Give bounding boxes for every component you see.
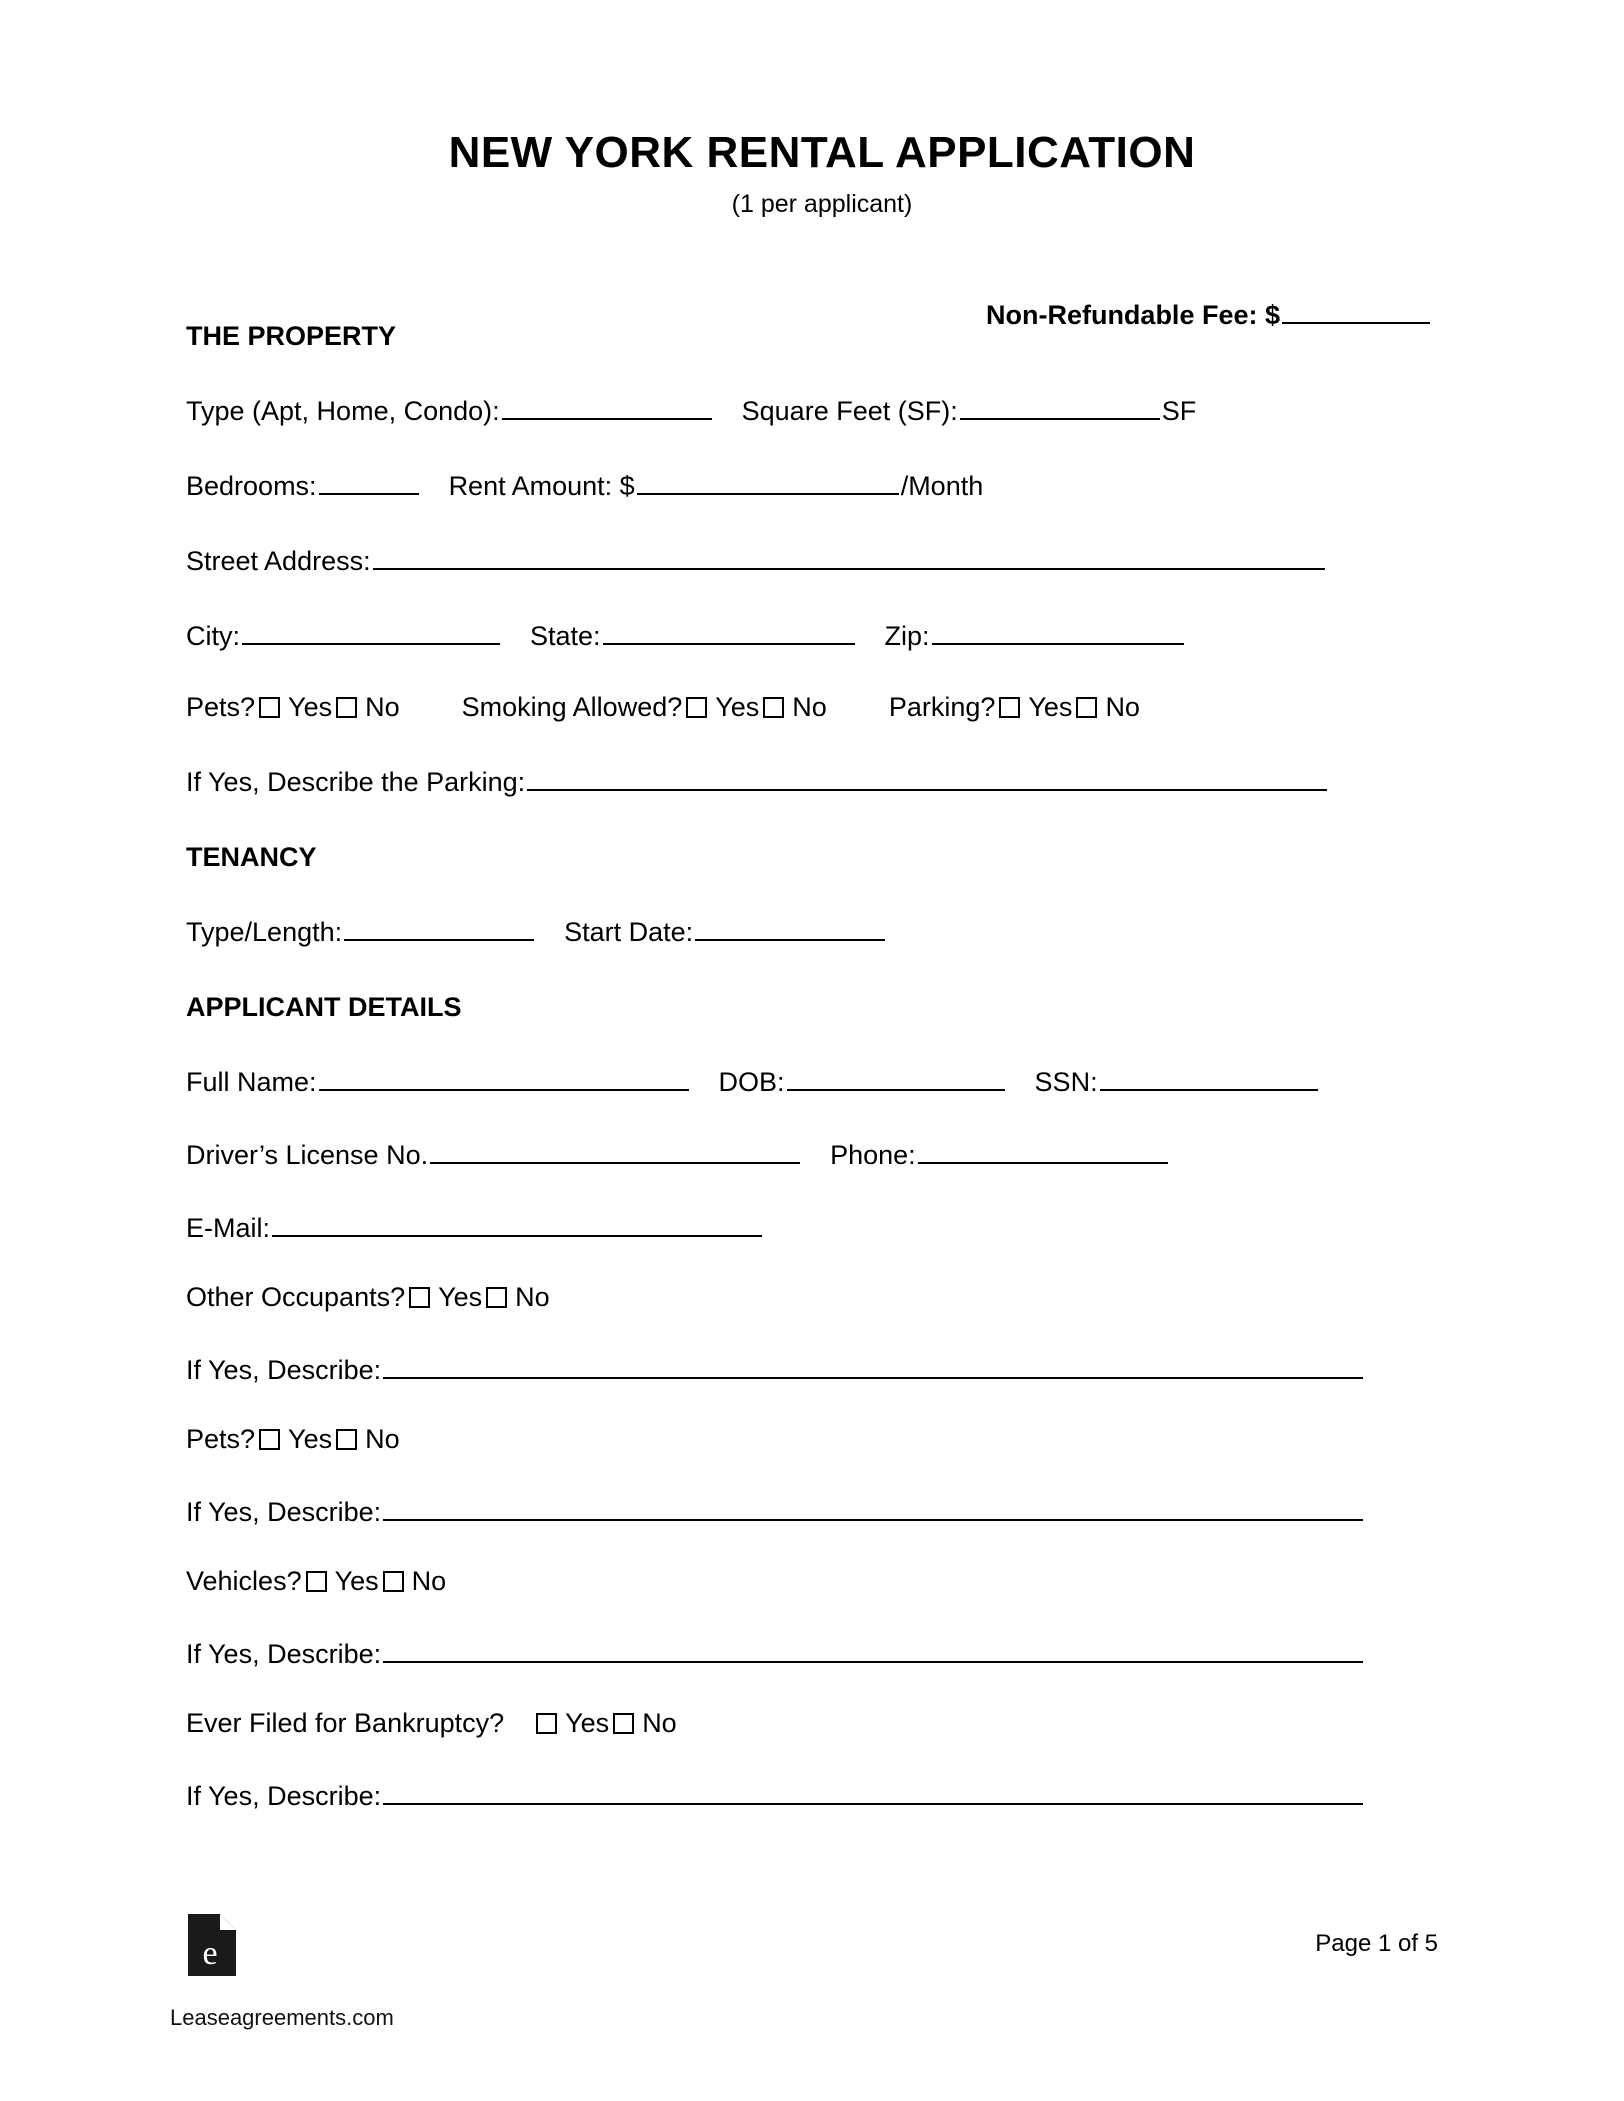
applicant-pets-yes-label: Yes [288,1424,333,1454]
smoking-group [462,692,827,722]
applicant-pets-no-label: No [365,1424,400,1454]
parking-describe-label: If Yes, Describe the Parking: [186,767,526,797]
bankruptcy-label: Ever Filed for Bankruptcy? [186,1708,505,1738]
vehicles-describe-row [186,1635,1436,1670]
drivers-license-label: Driver’s License No. [186,1140,429,1170]
square-feet-input[interactable] [960,392,1160,420]
vehicles-row [186,1566,1436,1597]
vehicles-yes-checkbox[interactable] [306,1571,327,1592]
other-occupants-no-label: No [515,1282,550,1312]
city-label: City: [186,621,240,651]
property-pets-group [186,692,400,722]
bankruptcy-yes-checkbox[interactable] [536,1713,557,1734]
parking-label: Parking? [888,692,996,722]
full-name-label: Full Name: [186,1067,317,1097]
full-name-row [186,1063,1436,1098]
section-heading-tenancy: TENANCY [186,842,317,872]
bedrooms-rent-row [186,467,1436,502]
parking-group [889,692,1140,722]
smoking-label: Smoking Allowed? [461,692,683,722]
applicant-pets-yes-checkbox[interactable] [259,1429,280,1450]
square-feet-suffix: SF [1161,396,1197,426]
drivers-license-input[interactable] [430,1136,800,1164]
other-occupants-row [186,1282,1436,1313]
state-label: State: [530,621,601,651]
square-feet-label: Square Feet (SF): [741,396,958,426]
other-occupants-describe-input[interactable] [383,1351,1363,1379]
zip-label: Zip: [884,621,930,651]
phone-label: Phone: [830,1140,916,1170]
applicant-pets-describe-input[interactable] [383,1493,1363,1521]
vehicles-yes-label: Yes [334,1566,379,1596]
rent-amount-label: Rent Amount: $ [448,471,635,501]
vehicles-no-label: No [411,1566,447,1596]
property-pets-label: Pets? [186,692,256,722]
tenancy-type-length-input[interactable] [344,913,534,941]
other-occupants-label: Other Occupants? [186,1282,406,1312]
bankruptcy-no-label: No [642,1708,677,1738]
street-address-row [186,542,1436,577]
property-type-row [186,392,1436,427]
vehicles-label: Vehicles? [186,1566,302,1596]
section-heading-property: THE PROPERTY [186,321,397,351]
ssn-label: SSN: [1034,1067,1098,1097]
bedrooms-input[interactable] [319,467,419,495]
state-input[interactable] [603,617,855,645]
rent-amount-input[interactable] [637,467,899,495]
page-number: Page 1 of 5 [1315,1930,1438,1957]
smoking-no-label: No [792,692,827,722]
vehicles-describe-input[interactable] [383,1635,1363,1663]
bankruptcy-row [186,1708,1436,1739]
property-type-label: Type (Apt, Home, Condo): [186,396,500,426]
parking-describe-input[interactable] [527,763,1327,791]
parking-no-checkbox[interactable] [1076,697,1097,718]
street-address-input[interactable] [373,542,1325,570]
vehicles-no-checkbox[interactable] [383,1571,404,1592]
property-pets-yes-label: Yes [288,692,333,722]
applicant-pets-describe-label: If Yes, Describe: [186,1497,382,1527]
applicant-pets-no-checkbox[interactable] [336,1429,357,1450]
bankruptcy-describe-row [186,1777,1436,1812]
page-subtitle: (1 per applicant) [731,190,913,218]
parking-describe-row [186,763,1436,798]
smoking-yes-checkbox[interactable] [686,697,707,718]
city-input[interactable] [242,617,500,645]
vehicles-describe-label: If Yes, Describe: [186,1639,382,1669]
property-pets-no-checkbox[interactable] [336,697,357,718]
applicant-pets-describe-row [186,1493,1436,1528]
other-occupants-describe-row [186,1351,1436,1386]
smoking-yes-label: Yes [715,692,760,722]
applicant-pets-row [186,1424,1436,1455]
tenancy-type-length-label: Type/Length: [186,917,343,947]
footer-site-name: Leaseagreements.com [170,2005,394,2030]
email-row [186,1209,1436,1244]
street-address-label: Street Address: [186,546,371,576]
property-pets-no-label: No [365,692,400,722]
parking-yes-checkbox[interactable] [999,697,1020,718]
phone-input[interactable] [918,1136,1168,1164]
bankruptcy-yes-label: Yes [565,1708,610,1738]
tenancy-start-date-label: Start Date: [564,917,694,947]
rent-amount-suffix: /Month [900,471,984,501]
document-content [186,0,1436,1812]
parking-yes-label: Yes [1028,692,1073,722]
license-phone-row [186,1136,1436,1171]
property-pets-yes-checkbox[interactable] [259,697,280,718]
svg-text:e: e [202,1935,218,1972]
eforms-logo-icon [186,1912,238,1978]
bankruptcy-no-checkbox[interactable] [613,1713,634,1734]
dob-input[interactable] [787,1063,1005,1091]
ssn-input[interactable] [1100,1063,1318,1091]
section-heading-applicant: APPLICANT DETAILS [186,992,462,1022]
email-label: E-Mail: [186,1213,271,1243]
non-refundable-fee-input[interactable] [1282,296,1430,324]
tenancy-row [186,913,1436,948]
full-name-input[interactable] [319,1063,689,1091]
bedrooms-label: Bedrooms: [186,471,317,501]
property-checkbox-row [186,692,1436,723]
zip-input[interactable] [932,617,1184,645]
page-title: NEW YORK RENTAL APPLICATION [448,128,1196,177]
parking-no-label: No [1105,692,1140,722]
non-refundable-fee-label: Non-Refundable Fee: $ [985,300,1280,330]
tenancy-start-date-input[interactable] [695,913,885,941]
city-state-zip-row [186,617,1436,652]
bankruptcy-describe-input[interactable] [383,1777,1363,1805]
email-input[interactable] [272,1209,762,1237]
other-occupants-yes-label: Yes [438,1282,483,1312]
property-type-input[interactable] [502,392,712,420]
other-occupants-no-checkbox[interactable] [486,1287,507,1308]
other-occupants-yes-checkbox[interactable] [409,1287,430,1308]
bankruptcy-describe-label: If Yes, Describe: [186,1781,382,1811]
other-occupants-describe-label: If Yes, Describe: [186,1355,382,1385]
dob-label: DOB: [718,1067,785,1097]
applicant-pets-label: Pets? [186,1424,256,1454]
smoking-no-checkbox[interactable] [763,697,784,718]
